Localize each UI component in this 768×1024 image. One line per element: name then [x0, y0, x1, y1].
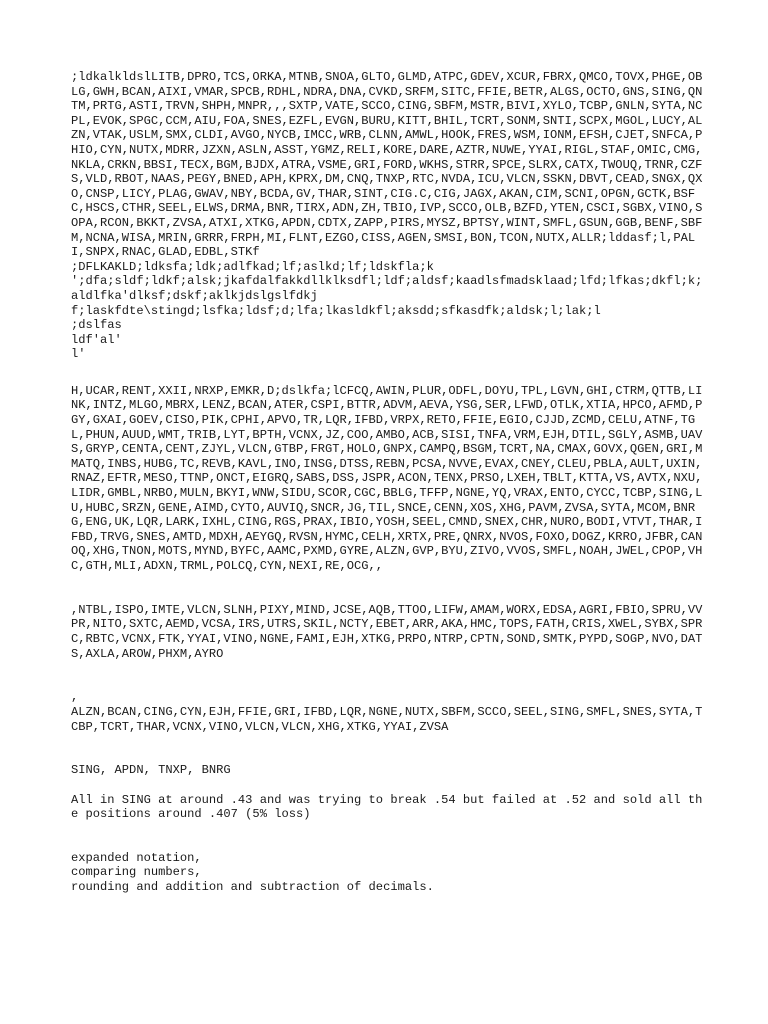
spacer — [71, 362, 703, 384]
spacer — [71, 734, 703, 763]
document-body — [71, 70, 703, 895]
spacer — [71, 574, 703, 603]
spacer — [71, 822, 703, 851]
topic-line: expanded notation, — [71, 850, 202, 865]
short-ticker-list: SING, APDN, TNXP, BNRG — [71, 763, 231, 778]
scribble-line: ;DFLKAKLD;ldksfa;ldk;adlfkad;lf;aslkd;lf;ldskfla;k — [71, 259, 434, 274]
scribble-line: ';dfa;sldf;ldkf;alsk;jkafdalfakkdllklksdfl;ldf;aldsf;kaadlsfmadsklaad;lfd;lfkas;dkfl;k;aldlfka'dlksf;dskf;aklkjdslgslfdkj — [71, 274, 703, 303]
spacer — [71, 778, 703, 793]
comma-line: , — [71, 690, 79, 705]
topic-line: rounding and addition and subtraction of decimals. — [71, 880, 434, 895]
ticker-list-2: H,UCAR,RENT,XXII,NRXP,EMKR,D;dslkfa;lCFCQ,AWIN,PLUR,ODFL,DOYU,TPL,LGVN,GHI,CTRM,QTTB,LINK,INTZ,MLGO,MBRX,LENZ,BCAN,ATER,CSPI,BTTR,ADVM,AEVA,YSG,SER,LFWD,OTLK,XTIA,HPCO,AFMD,PGY,GXAI,GOEV,CISO,PIK,CPHI,APVO,TR,LQR,IFBD,VRPX,RETO,FFIE,EGIO,CJJD,ZCMD,CELU,ATNF,TGL,PHUN,AUUD,WMT,TRIB,LYT,BPTH,VCNX,JZ,COO,AMBO,ACB,SISI,TNFA,VRM,EJH,DTIL,SGLY,ASMB,UAVS,GRYP,CENTA,CENT,ZJYL,VLCN,GTBP,FRGT,HOLO,GNPX,CAMPQ,BSGM,TCRT,NA,CMAX,GOVX,QGEN,GRI,MMATQ,INBS,HUBG,TC,REVB,KAVL,INO,INSG,DTSS,REBN,PCSA,NVVE,EVAX,CNEY,CLEU,PBLA,AULT,UXIN,RNAZ,EFTR,MESO,TTNP,ONCT,EIGRQ,SABS,DSS,JSPR,ACON,TENX,PRSO,LXEH,TBLT,KTTA,VS,AVTX,NXU,LIDR,GMBL,NRBO,MULN,BKYI,WNW,SIDU,SCOR,CGC,BBLG,TFFP,NGNE,YQ,VRAX,ENTO,CYCC,TCBP,SING,LU,HUBC,SRZN,GENE,AIMD,CYTO,AUVIQ,SNCR,JG,TIL,SNCE,CENN,XOS,XHG,PAVM,ZVSA,SYTA,MCOM,BNRG,ENG,UK,LQR,LARK,IXHL,CING,RGS,PRAX,IBIO,YOSH,SEEL,CMND,SNEX,CHR,NURO,BODI,VTVT,THAR,IFBD,TRVG,SNES,AMTD,MDXH,AEYGQ,RVSN,HYMC,CELH,XRTX,PRE,QNRX,NVOS,FOXO,DOGZ,KRRO,JFBR,CANOQ,XHG,TNON,MOTS,MYND,BYFC,AAMC,PXMD,GYRE,ALZN,GVP,BYU,ZIVO,VVOS,SMFL,NOAH,JWEL,CPOP,VHC,GTH,MLI,ADXN,TRML,POLCQ,CYN,NEXI,RE,OCG,, — [71, 383, 703, 573]
scribble-line: ldf'al' — [71, 332, 122, 347]
scribble-line: l' — [71, 347, 86, 362]
scribble-line: f;laskfdte\stingd;lsfka;ldsf;d;lfa;lkasldkfl;aksdd;sfkasdfk;aldsk;l;lak;l — [71, 303, 601, 318]
ticker-list-3: ,NTBL,ISPO,IMTE,VLCN,SLNH,PIXY,MIND,JCSE,AQB,TTOO,LIFW,AMAM,WORX,EDSA,AGRI,FBIO,SPRU,VVPR,NITO,SXTC,AEMD,VCSA,IRS,UTRS,SKIL,NCTY,EBET,ARR,AKA,HMC,TOPS,FATH,CRIS,XWEL,SYBX,SPRC,RBTC,VCNX,FTK,YYAI,VINO,NGNE,FAMI,EJH,XTKG,PRPO,NTRP,CPTN,SOND,SMTK,PYPD,SOGP,NVO,DATS,AXLA,AROW,PHXM,AYRO — [71, 602, 703, 661]
trade-note: All in SING at around .43 and was trying to break .54 but failed at .52 and sold all the positions around .407 (5% loss) — [71, 792, 703, 822]
scribble-line: ;dslfas — [71, 318, 122, 333]
spacer — [71, 661, 703, 690]
ticker-list-4: ALZN,BCAN,CING,CYN,EJH,FFIE,GRI,IFBD,LQR,NGNE,NUTX,SBFM,SCCO,SEEL,SING,SMFL,SNES,SYTA,TCBP,TCRT,THAR,VCNX,VINO,VLCN,VLCN,XHG,XTKG,YYAI,ZVSA — [71, 704, 703, 734]
ticker-list-1: ;ldkalkldslLITB,DPRO,TCS,ORKA,MTNB,SNOA,GLTO,GLMD,ATPC,GDEV,XCUR,FBRX,QMCO,TOVX,PHGE,OBLG,GWH,BCAN,AIXI,VMAR,SPCB,RDHL,NDRA,DNA,CVKD,SRFM,SITC,FFIE,BETR,ALGS,OCTO,GNS,SING,QNTM,PRTG,ASTI,TRVN,SHPH,MNPR,,,SXTP,VATE,SCCO,CING,SBFM,MSTR,BIVI,XYLO,TCBP,GNLN,SYTA,NCPL,EVOK,SPGC,CCM,AIU,FOA,SNES,EZFL,EVGN,BURU,KITT,BHIL,TCRT,SONM,SNTI,SCPX,MGOL,LUCY,ALZN,VTAK,USLM,SMX,CLDI,AVGO,NYCB,IMCC,WRB,CLNN,AMWL,HOOK,FRES,WSM,IONM,EFSH,CJET,SNFCA,PHIO,CYN,NUTX,MDRR,JZXN,ASLN,ASST,YGMZ,RELI,KORE,DARE,AZTR,NUWE,YYAI,RIGL,STAF,OMIC,CMG,NKLA,CRKN,BBSI,TECX,BGM,BJDX,ATRA,VSME,GRI,FORD,WKHS,STRR,SPCE,SLRX,CATX,TWOUQ,TRNR,CZFS,VLD,RBOT,NAAS,PEGY,BNED,APH,KPRX,DM,CNQ,TNXP,RTC,NVDA,ICU,VLCN,SSKN,DBVT,CEAD,SNGX,QXO,CNSP,LICY,PLAG,GWAV,NBY,BCDA,GV,THAR,SINT,CIG.C,CIG,JAGX,AKAN,CIM,SCNI,OPGN,GCTK,BSFC,HSCS,CTHR,SEEL,ELWS,DRMA,BNR,TIRX,ADN,ZH,TBIO,IVP,SCCO,OLB,BZFD,YTEN,CSCI,SGBX,VINO,SOPA,RCON,BKKT,ZVSA,ATXI,XTKG,APDN,CDTX,ZAPP,PIRS,MYSZ,BPTSY,WINT,SMFL,GSUN,GGB,BENF,SBFM,NCNA,WISA,MRIN,GRRR,FRPH,MI,FLNT,EZGO,CISS,AGEN,SMSI,BON,TCON,NUTX,ALLR;lddasf;l,PALI,SNPX,RNAC,GLAD,EDBL,STKf — [71, 70, 703, 260]
topic-line: comparing numbers, — [71, 865, 202, 880]
